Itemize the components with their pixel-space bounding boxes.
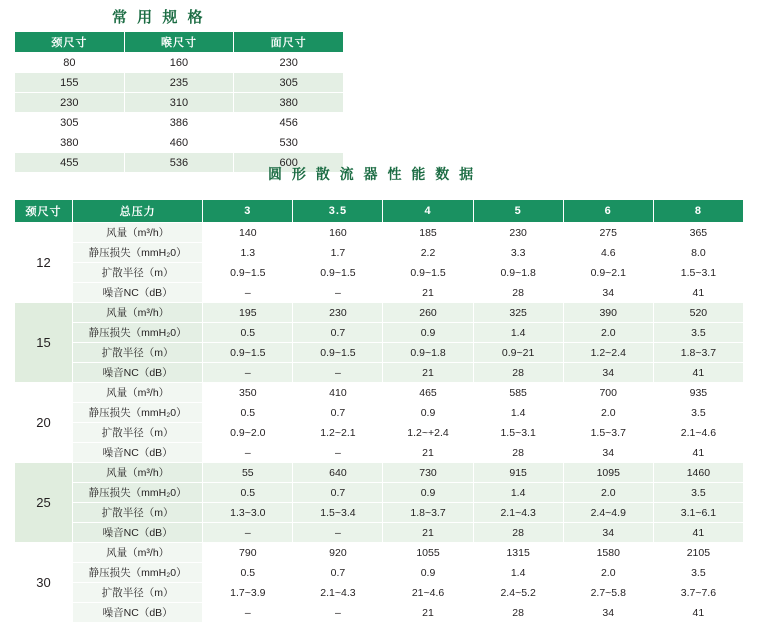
cell-value: 2.4~5.2 [473,583,563,603]
table-row [15,133,344,153]
cell-value: 41 [653,443,743,463]
cell-throat-size: 536 [124,153,234,173]
cell-value: 2.1~4.3 [473,503,563,523]
cell-value: 1.4 [473,403,563,423]
cell-value: 465 [383,383,473,403]
cell-value: – [293,603,383,623]
cell-value: 34 [563,523,653,543]
cell-value: – [203,283,293,303]
cell-neck-size: 25 [15,463,73,543]
table-row [15,503,744,523]
cell-metric-label: 噪音NC（dB） [73,443,203,463]
cell-value: 730 [383,463,473,483]
cell-value: 230 [473,223,563,243]
table-row [15,73,344,93]
cell-value: 0.9~2.0 [203,423,293,443]
cell-value: 28 [473,443,563,463]
cell-neck-size: 30 [15,543,73,623]
cell-value: 160 [293,223,383,243]
cell-value: 1.4 [473,323,563,343]
column-header-5: 5 [473,200,563,223]
cell-value: 1.4 [473,563,563,583]
cell-face-size: 305 [234,73,344,93]
cell-throat-size: 386 [124,113,234,133]
cell-value: 230 [293,303,383,323]
cell-metric-label: 扩散半径（m） [73,263,203,283]
cell-metric-label: 静压损失（mmH₂0） [73,243,203,263]
cell-value: 790 [203,543,293,563]
table-row [15,243,744,263]
cell-value: 0.7 [293,403,383,423]
cell-neck-size: 155 [15,73,125,93]
cell-value: 0.9~2.1 [563,263,653,283]
column-header-neck-size: 颈尺寸 [15,200,73,223]
cell-value: 1580 [563,543,653,563]
cell-value: 0.9~1.8 [383,343,473,363]
table-header-row [15,200,744,223]
table-header-row [15,32,344,53]
cell-value: 2.0 [563,563,653,583]
cell-value: 2.4~4.9 [563,503,653,523]
column-header-neck-size: 颈尺寸 [15,32,125,53]
cell-value: 55 [203,463,293,483]
cell-value: 8.0 [653,243,743,263]
cell-throat-size: 310 [124,93,234,113]
cell-value: 0.9~1.5 [293,343,383,363]
cell-value: 21 [383,283,473,303]
cell-value: 34 [563,603,653,623]
cell-metric-label: 静压损失（mmH₂0） [73,563,203,583]
cell-value: 21 [383,603,473,623]
cell-value: 935 [653,383,743,403]
table-row [15,303,744,323]
cell-metric-label: 噪音NC（dB） [73,283,203,303]
cell-metric-label: 风量（m³/h） [73,463,203,483]
cell-face-size: 530 [234,133,344,153]
cell-metric-label: 噪音NC（dB） [73,363,203,383]
cell-value: 700 [563,383,653,403]
table-row [15,93,344,113]
cell-value: 2105 [653,543,743,563]
cell-value: 1.5~3.1 [473,423,563,443]
cell-value: 0.9~1.5 [383,263,473,283]
table-row [15,563,744,583]
cell-value: 28 [473,603,563,623]
cell-throat-size: 235 [124,73,234,93]
cell-metric-label: 噪音NC（dB） [73,603,203,623]
cell-value: 350 [203,383,293,403]
column-header-face-size: 面尺寸 [234,32,344,53]
cell-value: – [293,363,383,383]
cell-value: 28 [473,283,563,303]
cell-value: 4.6 [563,243,653,263]
cell-value: 0.9~1.5 [293,263,383,283]
cell-value: 0.9 [383,403,473,423]
cell-metric-label: 扩散半径（m） [73,503,203,523]
cell-throat-size: 460 [124,133,234,153]
cell-value: 2.0 [563,403,653,423]
cell-value: 3.7~7.6 [653,583,743,603]
column-header-throat-size: 喉尺寸 [124,32,234,53]
cell-throat-size: 160 [124,53,234,73]
table-row [15,113,344,133]
cell-value: 34 [563,363,653,383]
cell-value: 21~4.6 [383,583,473,603]
cell-value: 1315 [473,543,563,563]
cell-value: 34 [563,443,653,463]
column-header-8: 8 [653,200,743,223]
cell-value: 195 [203,303,293,323]
table-row [15,343,744,363]
cell-face-size: 600 [234,153,344,173]
cell-value: 0.9~1.5 [203,263,293,283]
table-row [15,463,744,483]
performance-title: 圆 形 散 流 器 性 能 数 据 [268,166,477,182]
table-row [15,383,744,403]
cell-value: 1.8~3.7 [653,343,743,363]
column-header-6: 6 [563,200,653,223]
common-spec-table [14,31,344,173]
cell-value: 3.3 [473,243,563,263]
cell-neck-size: 455 [15,153,125,173]
column-header-4: 4 [383,200,473,223]
table-row [15,263,744,283]
cell-metric-label: 扩散半径（m） [73,423,203,443]
cell-value: 41 [653,363,743,383]
cell-value: 2.0 [563,323,653,343]
cell-neck-size: 20 [15,383,73,463]
cell-value: 3.1~6.1 [653,503,743,523]
cell-value: – [203,443,293,463]
cell-value: 2.2 [383,243,473,263]
cell-value: 410 [293,383,383,403]
cell-value: 0.7 [293,563,383,583]
cell-value: 0.5 [203,403,293,423]
cell-value: 1.3 [203,243,293,263]
cell-value: 34 [563,283,653,303]
cell-value: 185 [383,223,473,243]
cell-value: – [203,523,293,543]
cell-value: 21 [383,443,473,463]
cell-value: 41 [653,603,743,623]
cell-value: 3.5 [653,403,743,423]
column-header-3: 3 [203,200,293,223]
table-row [15,483,744,503]
cell-metric-label: 风量（m³/h） [73,383,203,403]
cell-value: 0.5 [203,483,293,503]
table-row [15,403,744,423]
cell-value: 2.7~5.8 [563,583,653,603]
cell-value: 1095 [563,463,653,483]
cell-value: – [293,443,383,463]
cell-value: 0.9 [383,323,473,343]
table-row [15,323,744,343]
table-row [15,283,744,303]
cell-value: 390 [563,303,653,323]
cell-value: 3.5 [653,483,743,503]
cell-value: 0.5 [203,563,293,583]
cell-value: 0.7 [293,483,383,503]
cell-neck-size: 230 [15,93,125,113]
cell-metric-label: 扩散半径（m） [73,583,203,603]
cell-neck-size: 12 [15,223,73,303]
cell-value: 640 [293,463,383,483]
cell-value: 1.3~3.0 [203,503,293,523]
cell-metric-label: 风量（m³/h） [73,223,203,243]
table-row [15,443,744,463]
cell-value: 0.9 [383,483,473,503]
cell-value: 520 [653,303,743,323]
cell-value: – [293,523,383,543]
cell-value: 1.5~3.1 [653,263,743,283]
cell-value: 915 [473,463,563,483]
common-spec-title: 常 用 规 格 [112,9,206,26]
cell-value: – [293,283,383,303]
cell-value: 275 [563,223,653,243]
cell-value: 260 [383,303,473,323]
cell-value: 1055 [383,543,473,563]
table-row [15,53,344,73]
cell-value: 325 [473,303,563,323]
performance-table [14,199,744,623]
cell-metric-label: 噪音NC（dB） [73,523,203,543]
cell-value: 0.9~1.8 [473,263,563,283]
cell-value: 41 [653,523,743,543]
cell-value: 2.1~4.3 [293,583,383,603]
cell-value: 0.9~1.5 [203,343,293,363]
cell-value: 1460 [653,463,743,483]
cell-metric-label: 扩散半径（m） [73,343,203,363]
cell-value: 0.5 [203,323,293,343]
cell-value: 21 [383,523,473,543]
table-row [15,523,744,543]
cell-value: 3.5 [653,563,743,583]
cell-value: 1.7~3.9 [203,583,293,603]
cell-metric-label: 静压损失（mmH₂0） [73,483,203,503]
cell-value: 1.7 [293,243,383,263]
cell-value: 2.0 [563,483,653,503]
cell-value: 1.4 [473,483,563,503]
cell-value: 28 [473,523,563,543]
cell-neck-size: 380 [15,133,125,153]
cell-value: 585 [473,383,563,403]
cell-value: 0.7 [293,323,383,343]
cell-value: 1.2~+2.4 [383,423,473,443]
cell-face-size: 380 [234,93,344,113]
column-header-3-5: 3.5 [293,200,383,223]
cell-neck-size: 305 [15,113,125,133]
cell-value: 365 [653,223,743,243]
cell-value: 140 [203,223,293,243]
cell-metric-label: 静压损失（mmH₂0） [73,323,203,343]
cell-value: 21 [383,363,473,383]
cell-value: 28 [473,363,563,383]
cell-value: 0.9 [383,563,473,583]
table-row [15,583,744,603]
cell-face-size: 230 [234,53,344,73]
cell-value: 1.5~3.4 [293,503,383,523]
cell-value: 1.5~3.7 [563,423,653,443]
cell-metric-label: 风量（m³/h） [73,543,203,563]
cell-value: 0.9~21 [473,343,563,363]
table-row [15,603,744,623]
table-row [15,423,744,443]
table-row [15,543,744,563]
cell-value: 1.2~2.4 [563,343,653,363]
cell-value: 3.5 [653,323,743,343]
cell-neck-size: 80 [15,53,125,73]
cell-neck-size: 15 [15,303,73,383]
cell-metric-label: 静压损失（mmH₂0） [73,403,203,423]
cell-value: 1.2~2.1 [293,423,383,443]
cell-value: – [203,603,293,623]
cell-face-size: 456 [234,113,344,133]
column-header-total-pressure: 总压力 [73,200,203,223]
cell-metric-label: 风量（m³/h） [73,303,203,323]
table-row [15,363,744,383]
cell-value: 41 [653,283,743,303]
cell-value: – [203,363,293,383]
table-row [15,223,744,243]
cell-value: 1.8~3.7 [383,503,473,523]
cell-value: 920 [293,543,383,563]
cell-value: 2.1~4.6 [653,423,743,443]
